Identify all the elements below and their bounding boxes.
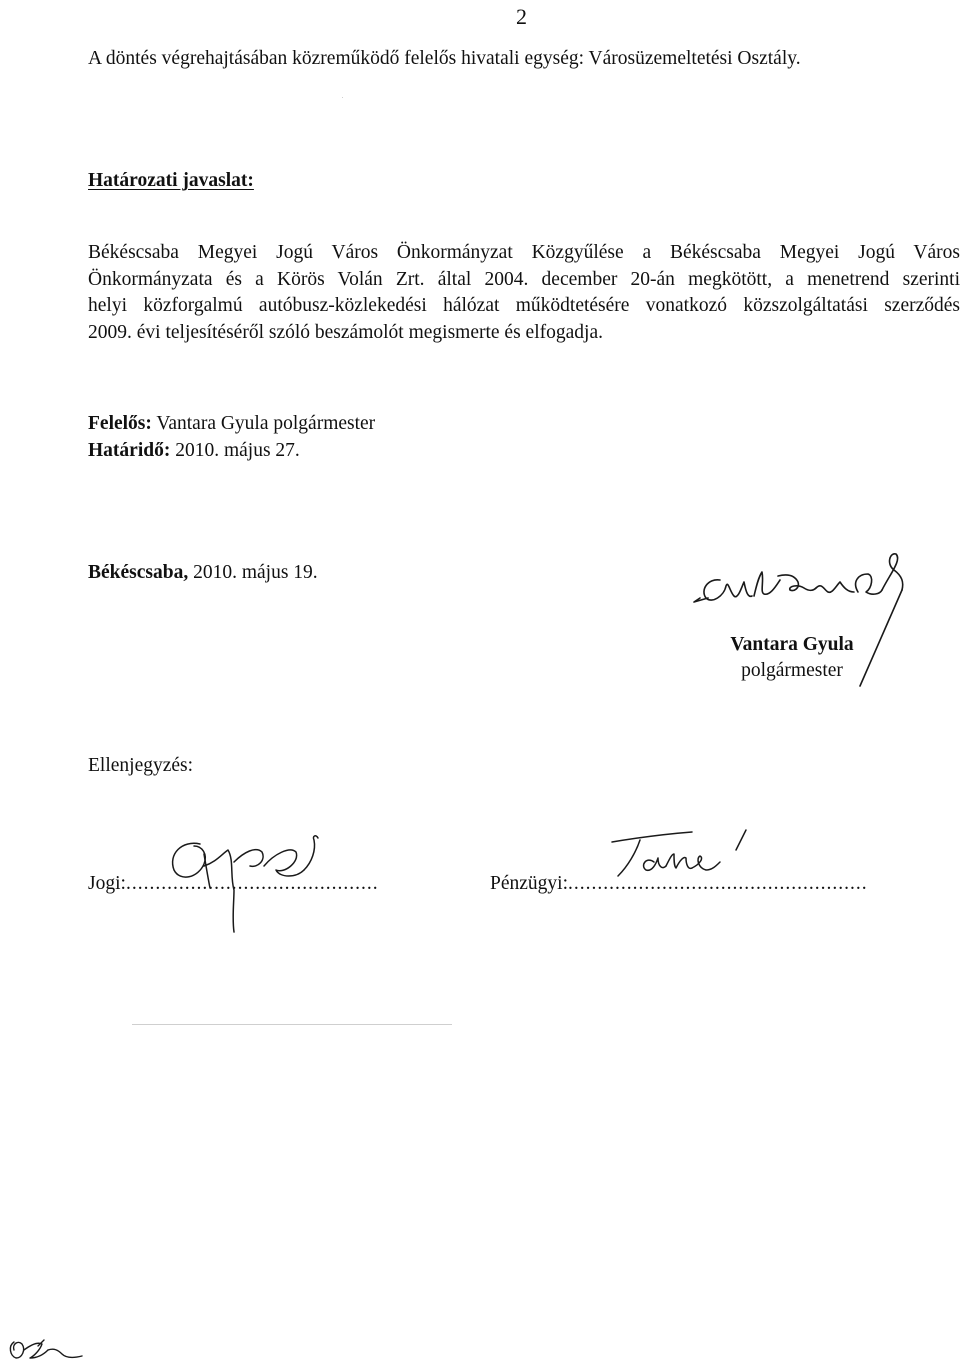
page-number: 2	[516, 4, 527, 29]
deadline-value: 2010. május 27.	[175, 440, 300, 461]
date: 2010. május 19.	[193, 562, 318, 583]
deadline-line	[88, 440, 300, 462]
legal-signature-dots: ...........................................	[125, 873, 379, 894]
countersign-heading: Ellenjegyzés:	[88, 755, 194, 776]
legal-label: Jogi:	[88, 873, 126, 894]
scan-mark	[132, 1024, 452, 1025]
financial-label: Pénzügyi:	[490, 873, 568, 894]
responsible-value: Vantara Gyula polgármester	[156, 413, 376, 434]
resolution-line: Önkormányzata és a Körös Volán Zrt. által 2004. december 20-án megkötött, a menetrend szerinti	[88, 268, 960, 290]
section-heading: Határozati javaslat:	[88, 170, 254, 191]
resolution-line: 2009. évi teljesítéséről szóló beszámolót megismerte és elfogadja.	[88, 321, 603, 343]
legal-signature	[164, 832, 354, 932]
financial-signature-dots: ...................................................	[568, 873, 868, 894]
responsible-line	[88, 413, 375, 435]
financial-signature	[606, 826, 766, 896]
place-date	[88, 562, 318, 584]
responsible-label: Felelős:	[88, 413, 152, 434]
signer-name: Vantara Gyula	[730, 634, 854, 655]
place: Békéscsaba,	[88, 562, 189, 583]
resolution-line: helyi közforgalmú autóbusz-közlekedési hálózat működtetésére vonatkozó közszolgáltatási szerződés	[88, 295, 960, 316]
signer-title: polgármester	[741, 660, 843, 681]
deadline-label: Határidő:	[88, 440, 171, 461]
initials	[4, 1336, 84, 1364]
scan-mark	[342, 97, 343, 98]
resolution-text	[88, 240, 960, 346]
resolution-line: Békéscsaba Megyei Jogú Város Önkormányzat Közgyűlése a Békéscsaba Megyei Jogú Város	[88, 242, 960, 263]
responsible-unit: A döntés végrehajtásában közreműködő felelős hivatali egység: Városüzemeltetési Osztály.	[88, 48, 801, 69]
